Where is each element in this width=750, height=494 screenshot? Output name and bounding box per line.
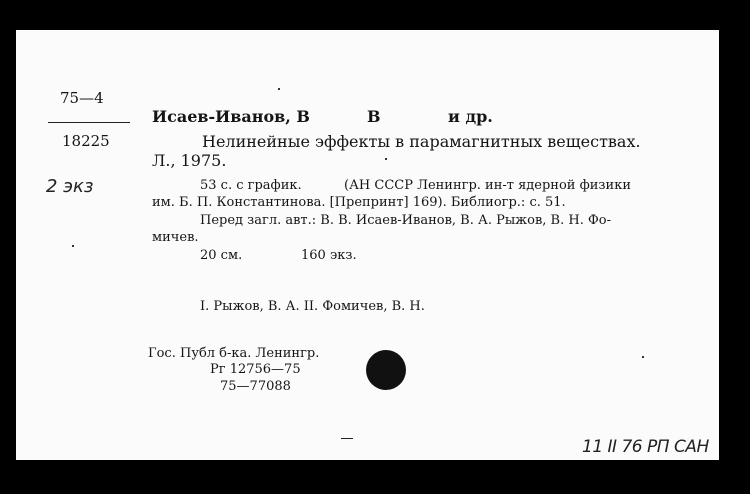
call-number-divider bbox=[48, 122, 130, 123]
author-heading: Исаев-Иванов, В bbox=[152, 107, 310, 126]
handwritten-copies-note: 2 экз bbox=[46, 176, 94, 197]
description-pages: 53 с. с график. bbox=[200, 178, 302, 193]
added-entries: I. Рыжов, В. А. II. Фомичев, В. Н. bbox=[200, 299, 425, 314]
card-number: 75—77088 bbox=[220, 379, 291, 394]
title-line-2: Л., 1975. bbox=[152, 151, 227, 170]
author-initial: В bbox=[367, 107, 381, 126]
speck bbox=[385, 158, 387, 160]
call-number-top: 75—4 bbox=[60, 89, 104, 107]
description-series: (АН СССР Ленингр. ин-т ядерной физики bbox=[344, 178, 631, 193]
card-size: 20 см. bbox=[200, 248, 243, 263]
speck bbox=[278, 88, 280, 90]
speck bbox=[642, 356, 644, 358]
ink-blot bbox=[366, 350, 406, 390]
catalog-card bbox=[16, 30, 719, 460]
description-series-cont: им. Б. П. Константинова. [Препринт] 169). Библиогр.: с. 51. bbox=[152, 195, 566, 210]
title-line-1: Нелинейные эффекты в парамагнитных веществах. bbox=[202, 132, 641, 151]
call-number-bottom: 18225 bbox=[62, 132, 110, 150]
registry-number: Рг 12756—75 bbox=[210, 362, 301, 377]
speck bbox=[72, 245, 74, 247]
authors-note-cont: мичев. bbox=[152, 230, 199, 245]
authors-note: Перед загл. авт.: В. В. Исаев-Иванов, В. А. Рыжов, В. Н. Фо- bbox=[200, 213, 611, 228]
print-run: 160 экз. bbox=[301, 248, 357, 263]
author-et-al: и др. bbox=[448, 107, 493, 126]
handwritten-stamp: 11 II 76 РП САН bbox=[582, 437, 709, 457]
bottom-tick bbox=[341, 438, 353, 439]
library-name: Гос. Публ б-ка. Ленингр. bbox=[148, 346, 320, 361]
